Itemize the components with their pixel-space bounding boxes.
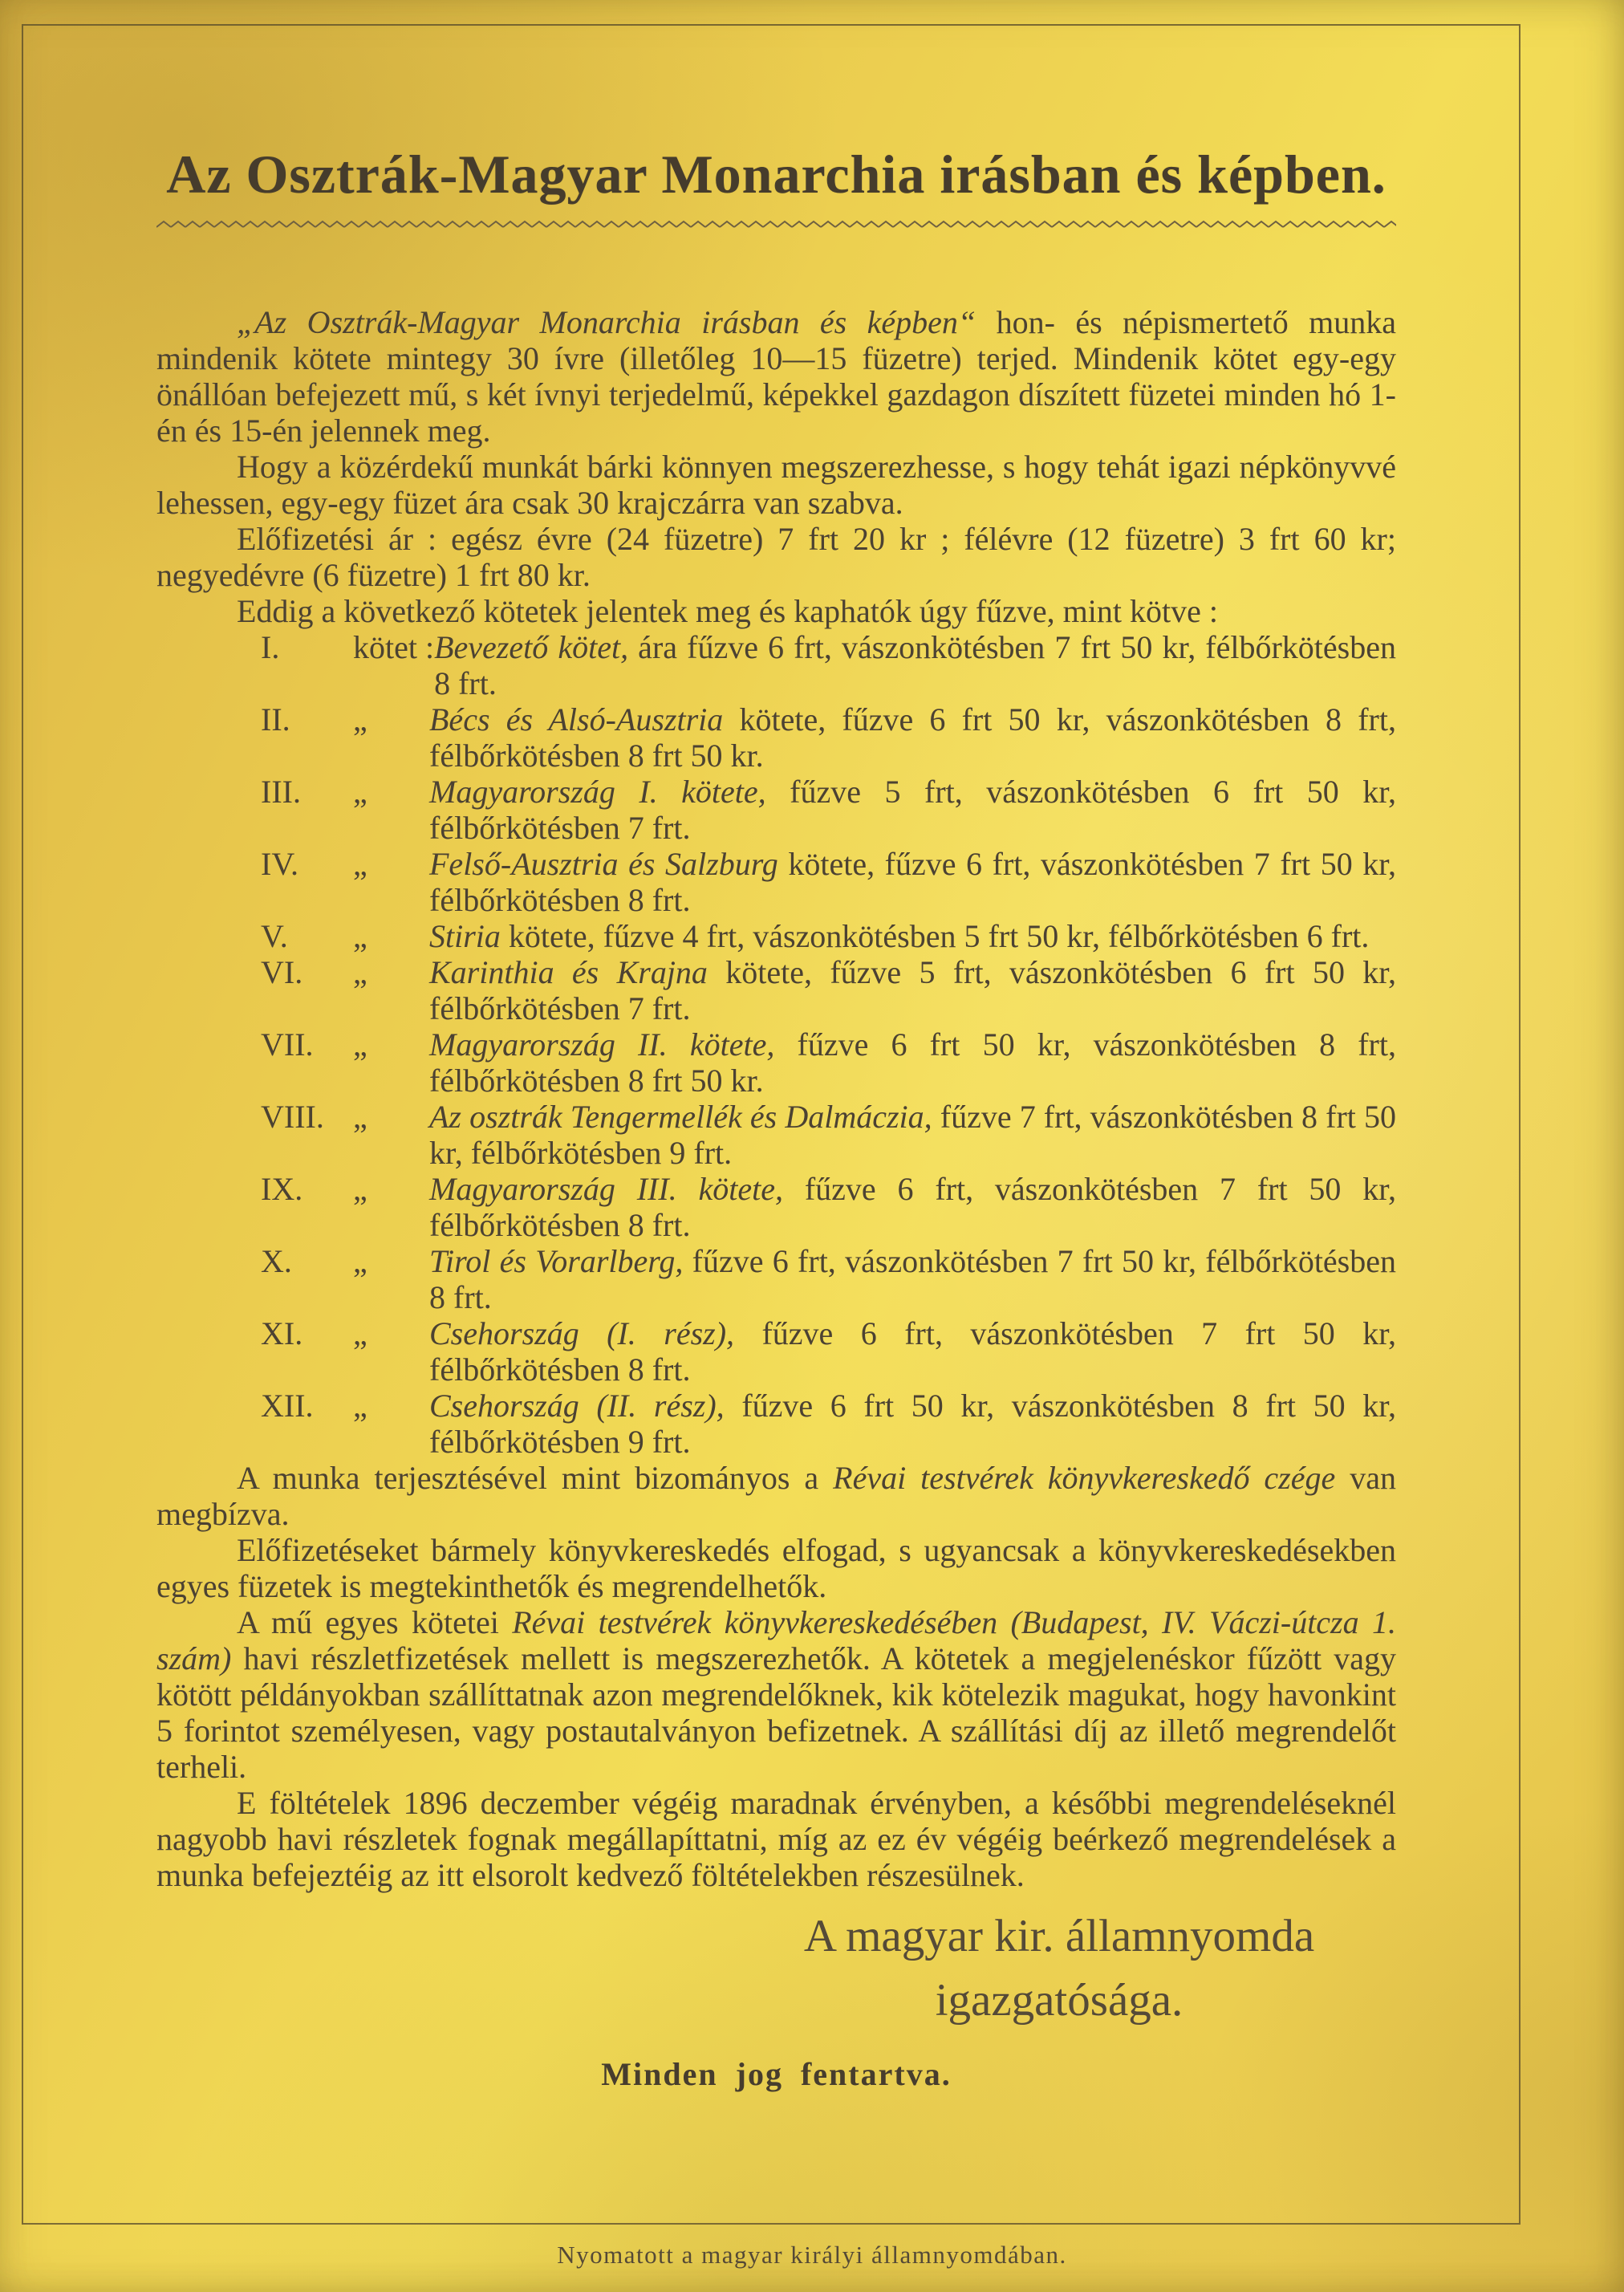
volume-title: Felső-Ausztria és Salzburg [429,846,778,882]
volume-price-text: ára fűzve 6 frt, vászonkötésben 7 frt 50 kr, félbőrkötésben 8 frt. [434,629,1396,701]
volume-title: Magyarország II. kötete, [429,1026,775,1063]
volume-price-text: fűzve 7 frt, vászonkötésben 8 frt 50 kr, félbőrkötésben 9 frt. [429,1099,1396,1171]
signature-block [738,1904,1380,2033]
paragraph-pricing: Hogy a közérdekű munkát bárki könnyen megszerezhesse, s hogy tehát igazi népkönyvvé lehessen, egy-egy füzet ára csak 30 krajczárra van szabva. [156,449,1396,521]
imprint-line: Nyomatott a magyar királyi államnyomdában. [557,2241,1067,2269]
paragraph-terms: E föltételek 1896 deczember végéig maradnak érvényben, a későbbi megrendeléseknél nagyobb havi részletek fognak megállapíttatni, míg az ez év végéig beérkező megrendelések a munka befejeztéig az itt elsorolt kedvező föltételekben részesülnek. [156,1785,1396,1893]
paragraph-installments: A mű egyes kötetei Révai testvérek könyvkereskedésében (Budapest, IV. Váczi-útcza 1. szám) havi részletfizetések mellett is megszerezhetők. A kötetek a megjelenéskor fűzött vagy kötött példányokban szállíttatnak azon megrendelőknek, kik kötelezik magukat, hogy havonkint 5 forintot személyesen, vagy postautalványon befizetnek. A szállítási díj az illető megrendelőt terheli. [156,1604,1396,1785]
paragraph-bookshops: Előfizetéseket bármely könyvkereskedés elfogad, s ugyancsak a könyvkereskedésekben egyes füzetek is megtekinthetők és megrendelhetők. [156,1532,1396,1604]
volume-row [156,1243,1396,1315]
volume-row [156,918,1396,954]
volume-numeral: IX. [261,1171,303,1207]
volume-marker: „ [353,774,367,810]
volume-row [156,954,1396,1026]
volume-description [429,1171,1396,1243]
volume-title: Stiria [429,918,501,954]
body-text [156,304,1396,1893]
volume-row [156,629,1396,701]
volume-row [156,1388,1396,1460]
paragraph-distribution: A munka terjesztésével mint bizományos a Révai testvérek könyvkereskedő czége van megbízva. [156,1460,1396,1532]
volume-numeral: XI. [261,1315,303,1351]
volume-row [156,1171,1396,1243]
paragraph-volumes-lead: Eddig a következő kötetek jelentek meg és kaphatók úgy fűzve, mint kötve : [237,593,1218,629]
volume-description [429,1026,1396,1099]
volume-title: Bécs és Alsó-Ausztria [429,701,724,738]
volume-row [156,701,1396,774]
volumes-list [156,629,1396,1460]
volume-title: Karinthia és Krajna [429,954,708,990]
volume-title: Az osztrák Tengermellék és Dalmáczia, [429,1099,932,1135]
signature-line-1: A magyar kir. államnyomda [803,1911,1315,1961]
volume-price-text: fűzve 6 frt 50 kr, vászonkötésben 8 frt, félbőrkötésben 8 frt 50 kr. [429,1026,1396,1099]
volume-price-text: kötete, fűzve 6 frt, vászonkötésben 7 frt 50 kr, félbőrkötésben 8 frt. [429,846,1396,918]
volume-price-text: fűzve 6 frt, vászonkötésben 7 frt 50 kr, félbőrkötésben 8 frt. [429,1243,1397,1315]
volume-numeral: X. [261,1243,292,1279]
volume-title: Csehország (II. rész), [429,1388,725,1424]
volume-row [156,1026,1396,1099]
volume-description [429,1099,1396,1171]
volume-row [156,1099,1396,1171]
volume-title: Csehország (I. rész), [429,1315,735,1351]
signature-line-2: igazgatósága. [935,1975,1183,2026]
volume-marker: „ [353,701,367,738]
volume-marker: „ [353,1388,367,1424]
volume-marker: „ [353,918,367,954]
volume-description [429,774,1396,846]
volume-numeral: I. [261,629,280,665]
volume-marker: „ [353,954,367,990]
volume-numeral: V. [261,918,288,954]
volume-price-text: kötete, fűzve 4 frt, vászonkötésben 5 frt 50 kr, félbőrkötésben 6 frt. [500,918,1370,954]
rights-notice: Minden jog fentartva. [601,2056,952,2092]
volume-row [156,774,1396,846]
volume-marker: „ [353,1315,367,1351]
volume-title: Tirol és Vorarlberg, [429,1243,684,1279]
volume-numeral: III. [261,774,301,810]
volume-marker: kötet : [353,629,435,665]
volume-price-text: kötete, fűzve 5 frt, vászonkötésben 6 frt 50 kr, félbőrkötésben 7 frt. [429,954,1396,1026]
volume-marker: „ [353,1026,367,1063]
volume-marker: „ [353,1243,367,1279]
volume-price-text: fűzve 5 frt, vászonkötésben 6 frt 50 kr, félbőrkötésben 7 frt. [429,774,1396,846]
volume-row [156,846,1396,918]
volume-title: Magyarország III. kötete, [429,1171,783,1207]
volume-row [156,1315,1396,1388]
paragraph-subscription: Előfizetési ár : egész évre (24 füzetre) 7 frt 20 kr ; félévre (12 füzetre) 3 frt 60 kr; negyedévre (6 füzetre) 1 frt 80 kr. [156,521,1396,593]
title-underline-ornament [156,219,1396,230]
volume-numeral: II. [261,701,290,738]
content-column [156,0,1396,2093]
volume-marker: „ [353,1171,367,1207]
volume-numeral: IV. [261,846,299,882]
paragraph-intro: „Az Osztrák-Magyar Monarchia irásban és képben“ hon- és népismertető munka mindenik kötete mintegy 30 ívre (illetőleg 10—15 füzetre) terjed. Mindenik kötet egy-egy önállóan befejezett mű, s két ívnyi terjedelmű, képekkel gazdagon díszített füzetei minden hó 1-én és 15-én jelennek meg. [156,304,1397,449]
volume-price-text: fűzve 6 frt, vászonkötésben 7 frt 50 kr, félbőrkötésben 8 frt. [429,1315,1396,1388]
volume-price-text: kötete, fűzve 6 frt 50 kr, vászonkötésben 8 frt, félbőrkötésben 8 frt 50 kr. [429,701,1396,774]
volume-description [429,918,1396,954]
volume-description [434,629,1396,701]
volume-price-text: fűzve 6 frt, vászonkötésben 7 frt 50 kr, félbőrkötésben 8 frt. [429,1171,1396,1243]
volume-description [429,954,1396,1026]
page-title: Az Osztrák-Magyar Monarchia irásban és képben. [166,144,1386,205]
volume-description [429,1388,1396,1460]
volume-price-text: fűzve 6 frt 50 kr, vászonkötésben 8 frt 50 kr, félbőrkötésben 9 frt. [429,1388,1396,1460]
volume-numeral: VI. [261,954,303,990]
volume-description [429,701,1396,774]
volume-numeral: XII. [261,1388,314,1424]
volume-description [429,846,1396,918]
volume-marker: „ [353,846,367,882]
volume-numeral: VII. [261,1026,314,1063]
volume-description [429,1315,1396,1388]
volume-description [429,1243,1396,1315]
volume-marker: „ [353,1099,367,1135]
volume-title: Magyarország I. kötete, [429,774,766,810]
volume-title: Bevezető kötet, [434,629,629,665]
volume-numeral: VIII. [261,1099,324,1135]
